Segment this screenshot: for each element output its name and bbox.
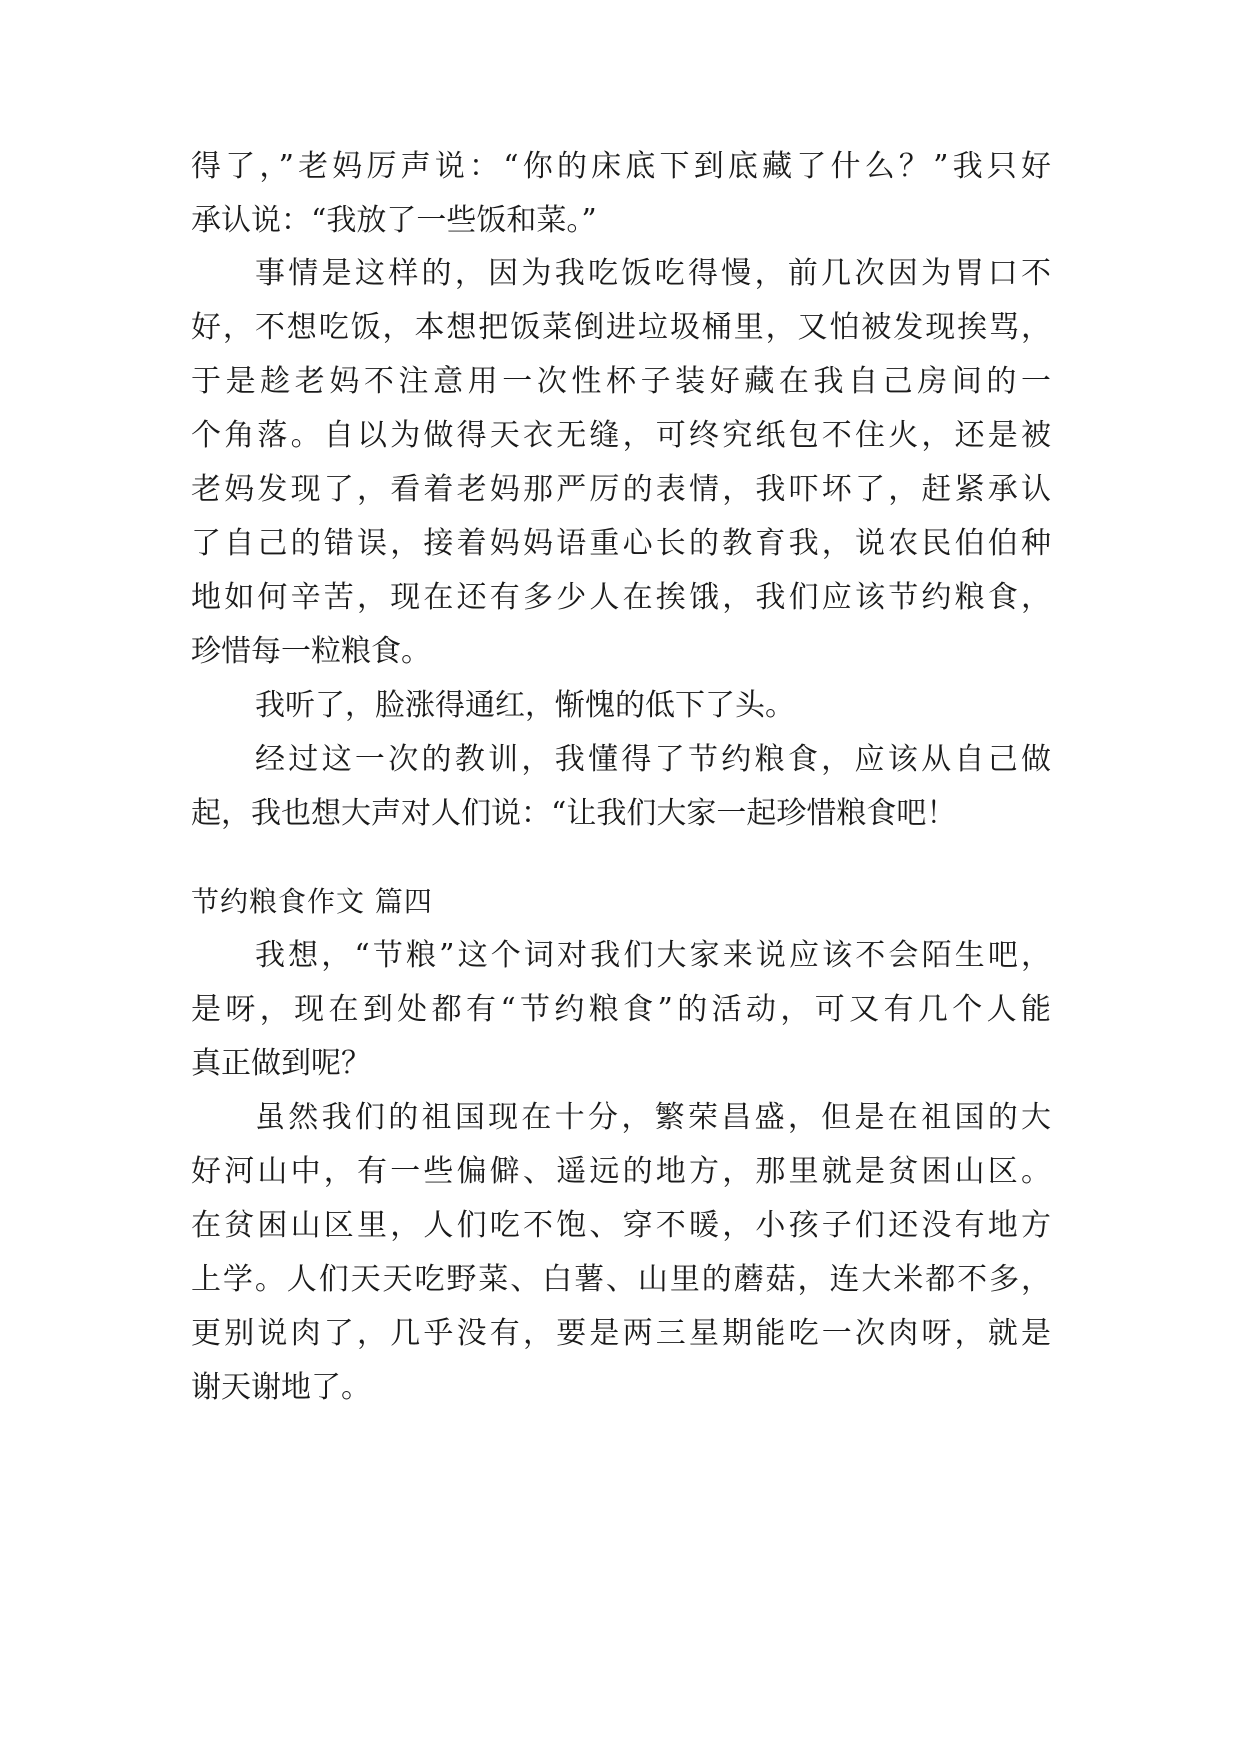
text-line: 地如何辛苦，现在还有多少人在挨饿，我们应该节约粮食， — [191, 580, 1051, 615]
text-line: 老妈发现了，看着老妈那严厉的表情，我吓坏了，赶紧承认 — [191, 472, 1051, 507]
text-line: 真正做到呢？ — [191, 1046, 371, 1081]
text-line: 得了，”老妈厉声说：“你的床底下到底藏了什么？”我只好 — [191, 149, 1051, 184]
text-line: 好河山中，有一些偏僻、遥远的地方，那里就是贫困山区。 — [191, 1154, 1051, 1189]
text-line: 我听了，脸涨得通红，惭愧的低下了头。 — [255, 688, 795, 723]
text-line: 上学。人们天天吃野菜、白薯、山里的蘑菇，连大米都不多， — [191, 1262, 1051, 1297]
text-line: 事情是这样的，因为我吃饭吃得慢，前几次因为胃口不 — [255, 256, 1051, 291]
text-line: 承认说：“我放了一些饭和菜。” — [191, 203, 597, 238]
text-line: 是呀，现在到处都有“节约粮食”的活动，可又有几个人能 — [191, 992, 1051, 1027]
text-line: 经过这一次的教训，我懂得了节约粮食，应该从自己做 — [255, 742, 1051, 777]
text-line: 个角落。自以为做得天衣无缝，可终究纸包不住火，还是被 — [191, 418, 1051, 453]
text-line: 好，不想吃饭，本想把饭菜倒进垃圾桶里，又怕被发现挨骂， — [191, 310, 1051, 345]
text-line: 珍惜每一粒粮食。 — [191, 634, 431, 669]
text-line: 于是趁老妈不注意用一次性杯子装好藏在我自己房间的一 — [191, 364, 1051, 399]
text-line: 了自己的错误，接着妈妈语重心长的教育我，说农民伯伯种 — [191, 526, 1051, 561]
text-line: 起，我也想大声对人们说：“让我们大家一起珍惜粮食吧！ — [191, 796, 957, 831]
text-line: 虽然我们的祖国现在十分，繁荣昌盛，但是在祖国的大 — [255, 1100, 1051, 1135]
text-line: 我想，“节粮”这个词对我们大家来说应该不会陌生吧， — [255, 938, 1051, 973]
text-line: 更别说肉了，几乎没有，要是两三星期能吃一次肉呀，就是 — [191, 1316, 1051, 1351]
text-line: 在贫困山区里，人们吃不饱、穿不暖，小孩子们还没有地方 — [191, 1208, 1051, 1243]
section-heading: 节约粮食作文 篇四 — [191, 885, 433, 918]
text-line: 谢天谢地了。 — [191, 1370, 371, 1405]
